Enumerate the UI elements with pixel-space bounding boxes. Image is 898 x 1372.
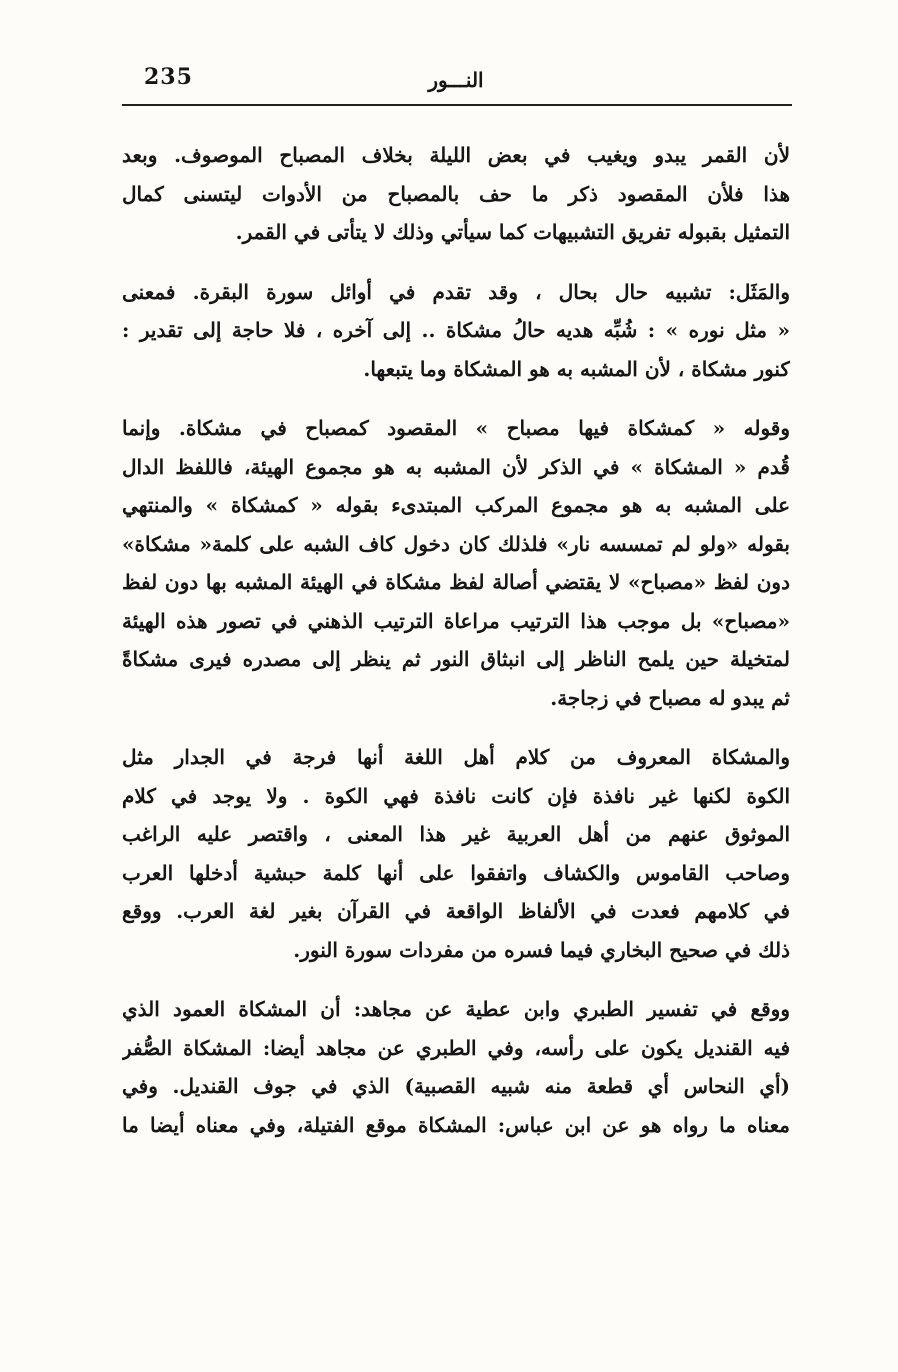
text-line: الموثوق عنهم من أهل العربية غير هذا المعنى ، واقتصر عليه الراغب: [122, 822, 790, 846]
text-line: معناه ما رواه هو عن ابن عباس: المشكاة موقع الفتيلة، وفي معناه أيضا ما: [122, 1112, 790, 1137]
paragraph-gap: [122, 969, 790, 990]
paragraph-4: [122, 738, 790, 969]
text-line: الكوة لكنها غير نافذة فإن كانت نافذة فهي الكوة . ولا يوجد في كلام: [122, 783, 790, 808]
page-header: [122, 58, 790, 104]
text-line: لمتخيلة حين يلمح الناظر إلى انبثاق النور ثم ينظر إلى مصدره فيرى مشكاةً: [122, 647, 790, 671]
text-line: قُدم « المشكاة » في الذكر لأن المشبه به هو مجموع الهيئة، فاللفظ الدال: [122, 454, 790, 479]
text-line: فيه القنديل يكون على رأسه، وفي الطبري عن مجاهد أيضا: المشكاة الصُّفر: [122, 1035, 790, 1060]
text-line: دون لفظ «مصباح» لا يقتضي أصالة لفظ مشكاة في الهيئة المشبه بها دون لفظ: [122, 570, 790, 594]
text-line: بقوله «ولو لم تمسسه نار» فلذلك كان دخول كاف الشبه على كلمة« مشكاة»: [122, 531, 790, 556]
text-line: والمشكاة المعروف من كلام أهل اللغة أنها فرجة في الجدار مثل: [122, 745, 790, 769]
text-line: «مصباح» بل موجب هذا الترتيب مراعاة الترتيب الذهني في تصور هذه الهيئة: [122, 608, 790, 633]
text-line: هذا فلأن المقصود ذكر ما حف بالمصباح من الأدوات ليتسنى كمال: [122, 181, 790, 206]
page-number: 235: [144, 64, 193, 90]
text-line: لأن القمر يبدو ويغيب في بعض الليلة بخلاف المصباح الموصوف. وبعد: [122, 143, 790, 167]
text-line: « مثل نوره » : شُبِّه هديه حالُ مشكاة .. إلى آخره ، فلا حاجة إلى تقدير :: [122, 318, 790, 342]
text-line: في كلامهم فعدت في الألفاظ الواقعة في القرآن بغير لغة العرب. ووقع: [122, 899, 790, 923]
running-title: النـــور: [428, 68, 484, 92]
body-text: [122, 136, 790, 1144]
paragraph-3: [122, 409, 790, 717]
text-line: ثم يبدو له مصباح في زجاجة.: [550, 685, 790, 710]
paragraph-5: [122, 990, 790, 1144]
text-line: ذلك في صحيح البخاري فيما فسره من مفردات سورة النور.: [293, 937, 790, 962]
header-rule: [122, 104, 792, 106]
text-line: التمثيل بقبوله تفريق التشبيهات كما سيأتي وذلك لا يتأتى في القمر.: [235, 220, 790, 244]
paragraph-gap: [122, 388, 790, 409]
paragraph-2: [122, 273, 790, 389]
text-line: ووقع في تفسير الطبري وابن عطية عن مجاهد: أن المشكاة العمود الذي: [122, 997, 790, 1021]
text-line: والمَثَل: تشبيه حال بحال ، وقد تقدم في أوائل سورة البقرة. فمعنى: [122, 279, 790, 304]
text-line: (أي النحاس أي قطعة منه شبيه القصبية) الذي في جوف القنديل. وفي: [122, 1074, 790, 1098]
paragraph-gap: [122, 717, 790, 738]
paragraph-1: [122, 136, 790, 252]
text-line: على المشبه به هو مجموع المركب المبتدىء بقوله « كمشكاة » والمنتهي: [122, 493, 790, 517]
text-line: وقوله « كمشكاة فيها مصباح » المقصود كمصباح في مشكاة. وإنما: [122, 416, 790, 440]
paragraph-gap: [122, 252, 790, 273]
text-line: وصاحب القاموس والكشاف واتفقوا على أنها كلمة حبشية أدخلها العرب: [122, 860, 790, 885]
text-line: كنور مشكاة ، لأن المشبه به هو المشكاة وما يتبعها.: [363, 356, 790, 381]
